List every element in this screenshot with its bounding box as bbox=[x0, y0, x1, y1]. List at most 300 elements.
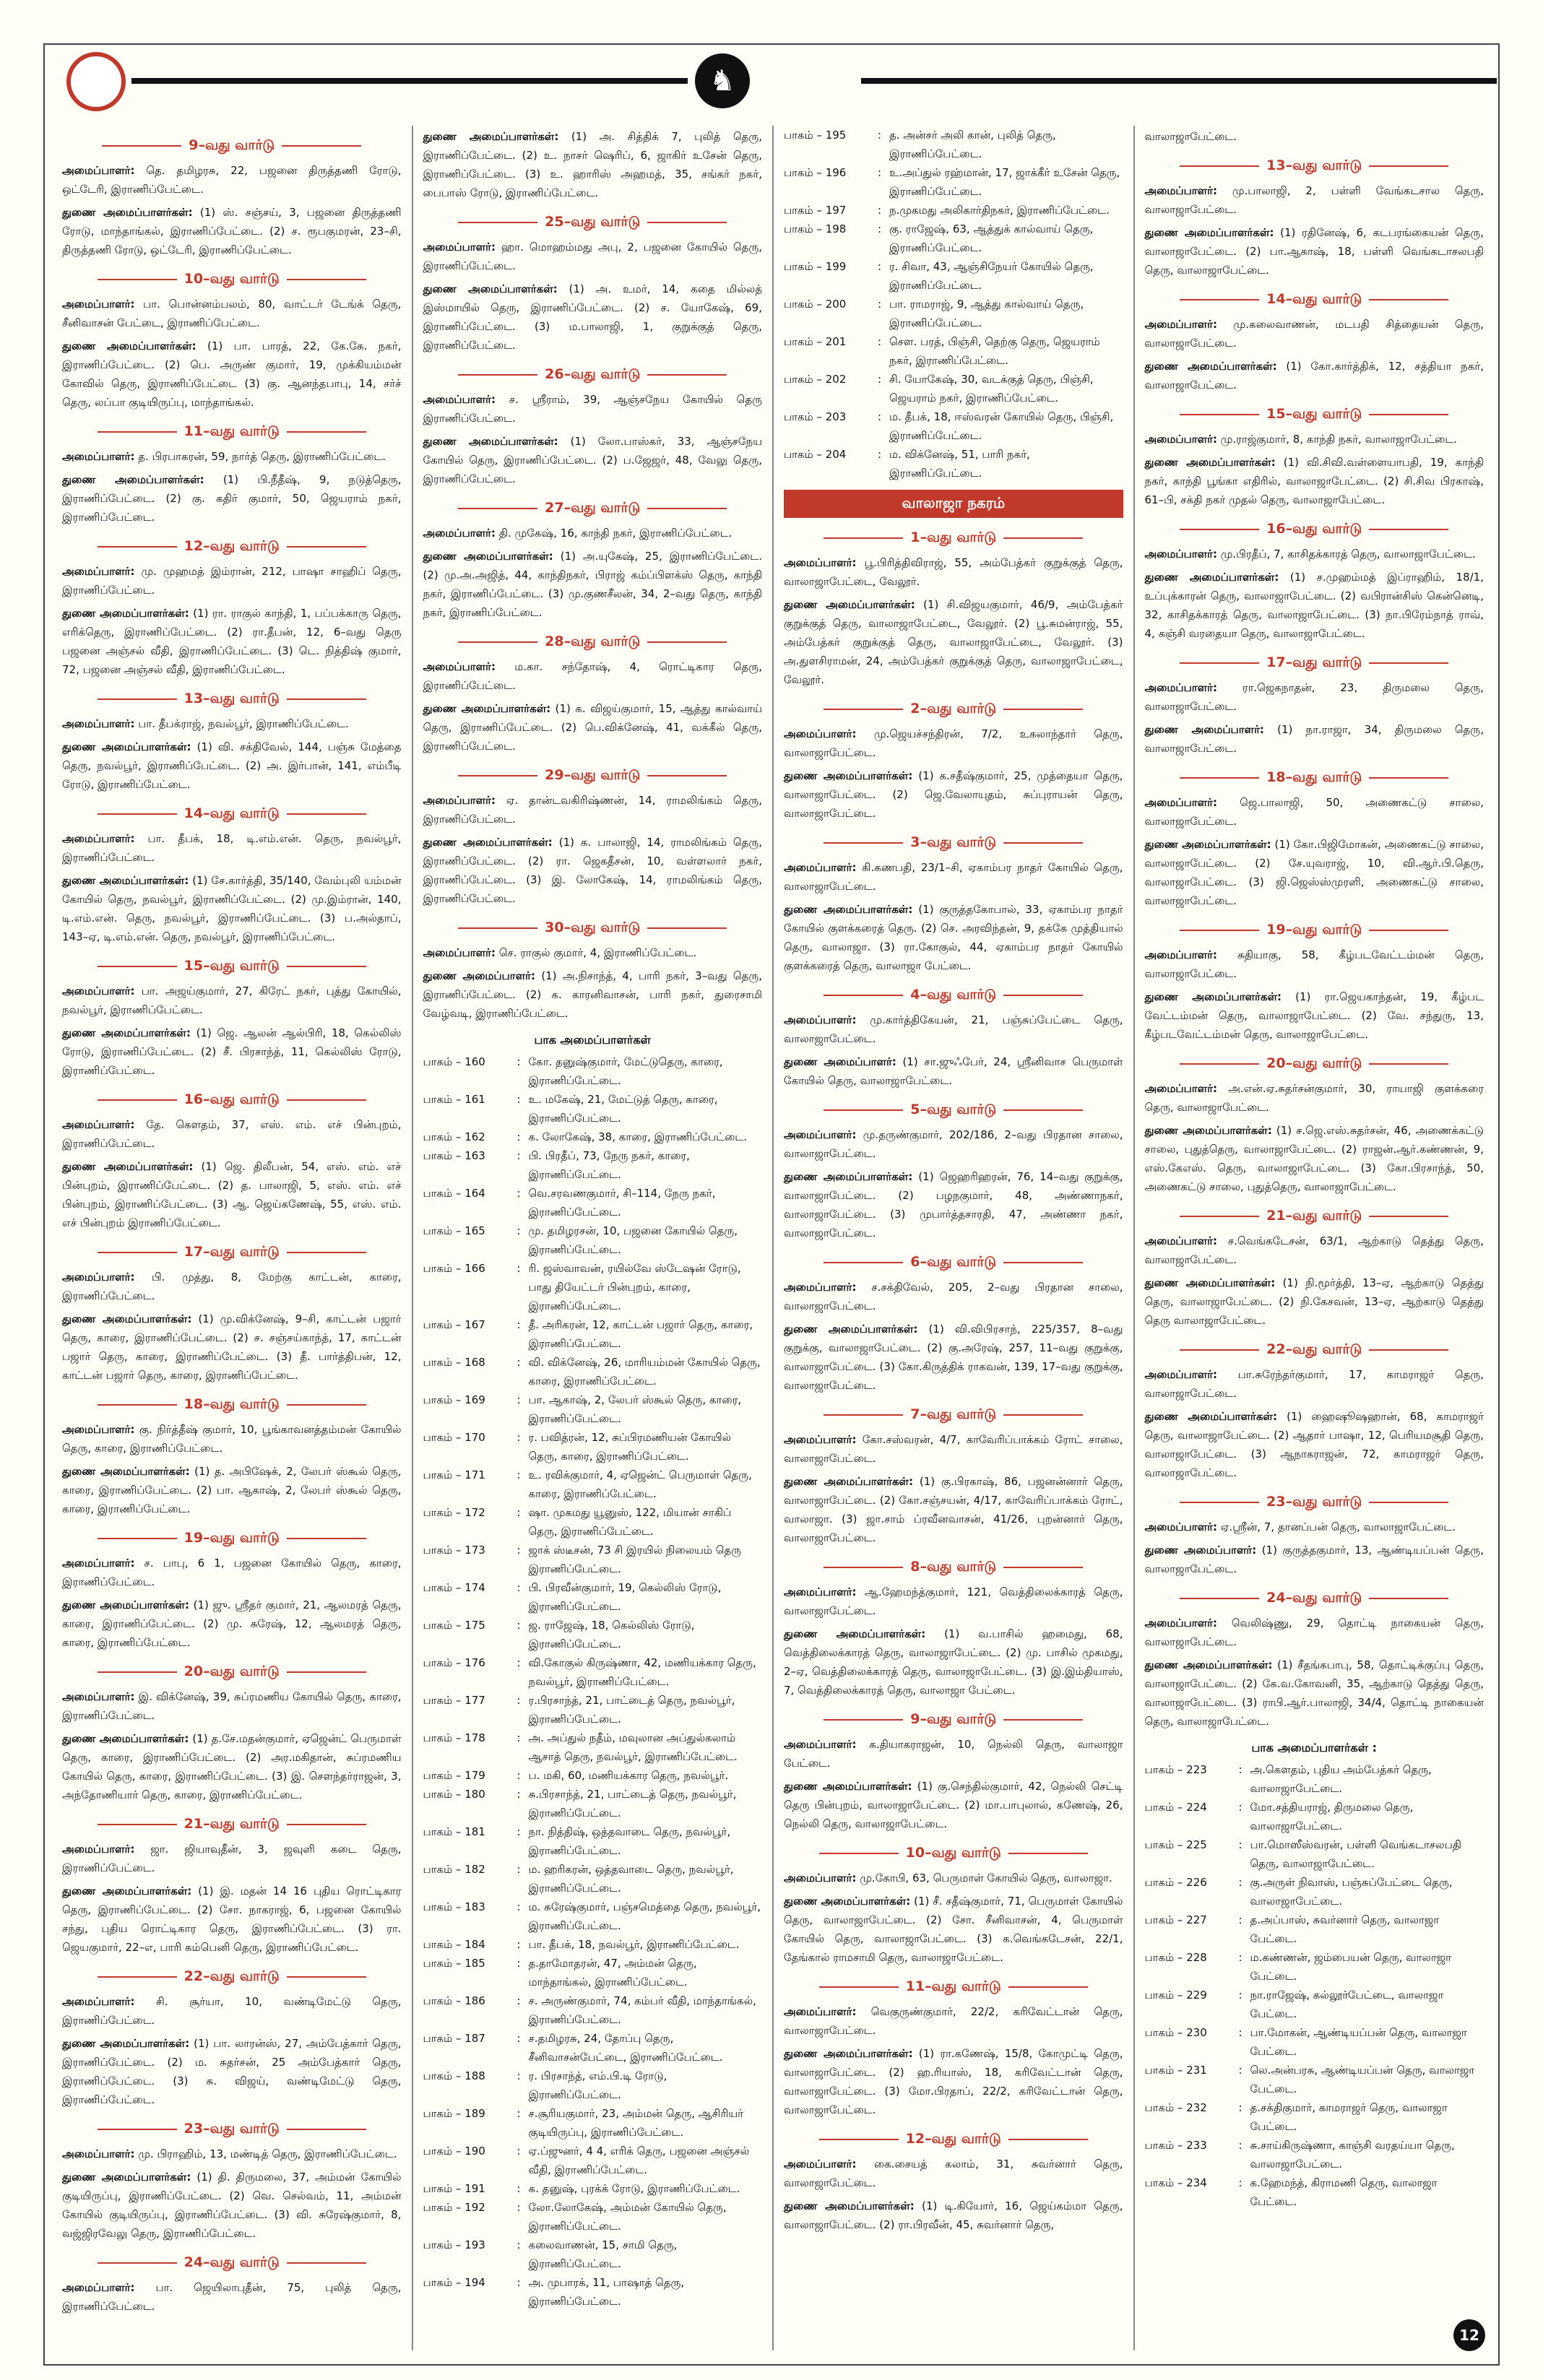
booth-number: பாகம் – 185 bbox=[423, 1957, 485, 1970]
role-label: அமைப்பாளர்: bbox=[784, 1433, 857, 1446]
role-label: அமைப்பாளர்: bbox=[1144, 1520, 1217, 1533]
booth-organiser: பி. பிரதீப், 73, நேரு நகர், காரை, இராணிப்பேட்டை. bbox=[528, 1149, 690, 1181]
booth-separator: : bbox=[517, 1863, 521, 1876]
booth-number: பாகம் – 180 bbox=[423, 1788, 485, 1801]
entry-text: (1) ஜெஹரிஹரன், 76, 14–வது குறுக்கு, வாலாஜாபேட்டை. (2) பழநகுமார், 48, அண்ணாநகர், வாலாஜாபேட்டை. (3) முபார்த்தசாரதி, 47, அண்ணா நகர், வாலாஜாபேட்டை. bbox=[784, 1170, 1123, 1239]
role-label: அமைப்பாளர்: bbox=[62, 164, 135, 177]
appointment-entry bbox=[62, 470, 402, 527]
column-2 bbox=[413, 126, 774, 2350]
booth-number: பாகம் – 202 bbox=[784, 373, 847, 386]
booth-row bbox=[1145, 2023, 1484, 2061]
role-label: அமைப்பாளர்: bbox=[784, 1738, 857, 1751]
booth-organiser: த. அன்சர் அலி கான், புலித் தெரு, இராணிப்பேட்டை. bbox=[889, 129, 1056, 160]
ward-heading: 17–வது வார்டு bbox=[62, 1244, 402, 1262]
role-label: அமைப்பாளர்: bbox=[784, 556, 857, 569]
booth-organiser: பா. ராமராஜ், 9, ஆத்து கால்வாய் தெரு, இராணிப்பேட்டை. bbox=[889, 298, 1084, 329]
role-label: துணை அமைப்பாளர்கள்: bbox=[62, 1312, 192, 1325]
entry-text: (1) ஹைஷூஷஹான், 68, காமராஜர் தெரு, வாலாஜாபேட்டை. (2) ஆதார் பாஷா, 12, பெரியமசூதி தெரு, வாலாஜாபேட்டை. (3) ஆநாகராஜன், 72, காமராஜர் தெரு, வாலாஜாபேட்டை. bbox=[1144, 1410, 1484, 1479]
booth-row bbox=[423, 1935, 763, 1954]
entry-text: (1) பா. லாரன்ஸ், 27, அம்பேத்கார் தெரு, இராணிப்பேட்டை. (2) ம. சுதர்சன், 25 அம்பேத்கார் தெரு, இராணிப்பேட்டை. (3) சு. விஜய், வண்டிமேட்டு தெரு, இராணிப்பேட்டை. bbox=[62, 2037, 402, 2106]
entry-text: செ. ராகுல் குமார், 4, இராணிப்பேட்டை. bbox=[498, 946, 697, 959]
booth-row bbox=[423, 1578, 763, 1616]
booth-organiser: ச. அருண்குமார், 74, கம்பர் வீதி, மாந்தாங்கல், இராணிப்பேட்டை. bbox=[528, 1994, 756, 2026]
booth-organiser: ப. மகி, 60, மணியக்கார தெரு, நவல்பூர். bbox=[528, 1769, 729, 1782]
appointment-entry bbox=[784, 2155, 1123, 2192]
booth-number: பாகம் – 199 bbox=[784, 260, 847, 273]
newspaper-page bbox=[43, 43, 1500, 2366]
booth-number: பாகம் – 177 bbox=[423, 1694, 485, 1707]
booth-organiser: பி. பிரவீன்குமார், 19, கெல்லிஸ் ரோடு, இராணிப்பேட்டை. bbox=[528, 1581, 722, 1613]
booth-separator: : bbox=[517, 1224, 521, 1237]
booth-separator: : bbox=[1238, 1763, 1242, 1776]
booth-organiser: ர. பவித்ரன், 12, சுப்பிரமணியன் கோயில் தெரு, காரை, இராணிப்பேட்டை. bbox=[528, 1431, 732, 1463]
booth-number: பாகம் – 184 bbox=[423, 1938, 485, 1951]
entry-text: ஜா. ஜியாவுதீன், 3, ஜவுளி கடை தெரு, இராணிப்பேட்டை. bbox=[62, 1843, 402, 1874]
booth-organiser: அ. முபாரக், 11, பாஷாத் தெரு, இராணிப்பேட்டை. bbox=[528, 2276, 685, 2308]
booth-number: பாகம் – 171 bbox=[423, 1468, 485, 1481]
booth-row bbox=[784, 257, 1123, 295]
entry-text: (1) வி.விபிரசாந், 225/357, 8–வது குறுக்கு, வாலாஜாபேட்டை. (2) கு.அரேஷ், 257, 11–வது குறுக்கு, வாலாஜாபேட்டை. (3) கோ.கிருத்திக் ராகவன், 139, 17–வது குறுக்கு, வாலாஜாபேட்டை. bbox=[784, 1323, 1123, 1392]
header-rule-right bbox=[861, 78, 1497, 84]
ward-heading: 22–வது வார்டு bbox=[1145, 1341, 1484, 1359]
role-label: அமைப்பாளர்: bbox=[423, 794, 496, 807]
masthead-logo bbox=[66, 52, 126, 111]
page-header bbox=[45, 45, 1498, 117]
appointment-entry bbox=[62, 203, 402, 259]
booth-organiser: பா. தீபக், 18, நவல்பூர், இராணிப்பேட்டை. bbox=[528, 1938, 740, 1951]
booth-number: பாகம் – 196 bbox=[784, 166, 847, 179]
ward-heading: 11–வது வார்டு bbox=[784, 1978, 1123, 1996]
ward-heading: 12–வது வார்டு bbox=[784, 2131, 1123, 2149]
entry-text: (1) பா. பாரத், 22, கே.கே. நகர், இராணிப்பேட்டை. (2) பெ. அருண் குமார், 19, முக்கியம்மன் கோவில் தெரு, இராணிப்பேட்டை (3) கு. ஆனந்தபாபு, 14, சர்ச் தெரு, லப்பா குடியிருப்பு, மாந்தாங்கல். bbox=[62, 339, 402, 409]
ward-heading: 30–வது வார்டு bbox=[423, 919, 763, 938]
booth-row bbox=[423, 2236, 763, 2273]
role-label: அமைப்பாளர்: bbox=[1144, 548, 1217, 561]
booth-row bbox=[423, 1991, 763, 2029]
booth-number: பாகம் – 186 bbox=[423, 1994, 485, 2007]
booth-number: பாகம் – 226 bbox=[1144, 1876, 1207, 1889]
booth-organiser: கு.அருள் நிவாஸ், பஞ்சுப்பேட்டை தெரு, வாலாஜாபேட்டை. bbox=[1250, 1876, 1453, 1908]
role-label: அமைப்பாளர்: bbox=[62, 1995, 135, 2008]
appointment-entry bbox=[1145, 835, 1484, 910]
booth-row bbox=[784, 201, 1123, 220]
horse-emblem-icon: ♞ bbox=[695, 53, 750, 108]
entry-text: மு.கோபி, 63, பெருமாள் கோயில் தெரு, வாலாஜா. bbox=[860, 1871, 1112, 1884]
appointment-entry bbox=[784, 900, 1123, 975]
entry-text: (1) சி.விஜயகுமார், 46/9, அம்பேத்கர் குறுக்குத் தெரு, வாலாஜாபேட்டை, வேலூர். (2) பூ.சுமன்ராஜ், 55, அம்பேத்கர் குறுக்குத் தெரு, வாலாஜாபேட்டை, வேலூர். (3) அ.துளசிராமன், 24, அம்பேத்கர் குறுக்குத் தெரு, வாலாஜாபேட்டை, வேலூர். bbox=[784, 598, 1123, 686]
ward-heading: 4–வது வார்டு bbox=[784, 987, 1123, 1005]
role-label: அமைப்பாளர்: bbox=[423, 527, 496, 540]
page-number-badge: 12 bbox=[1453, 2319, 1485, 2351]
booth-number: பாகம் – 176 bbox=[423, 1656, 485, 1669]
booth-number: பாகம் – 175 bbox=[423, 1619, 485, 1632]
entry-text: (1) தி. திருமலை, 37, அம்மன் கோயில் குடியிருப்பு, இராணிப்பேட்டை. (2) வெ. செல்வம், 11, அம்மன் கோயில் குடியிருப்பு, இராணிப்பேட்டை. (3) வி. சுரேஷ்குமார், 8, வஜ்ஜிரவேலு தெரு, இராணிப்பேட்டை. bbox=[62, 2171, 402, 2240]
role-label: அமைப்பாளர்: bbox=[784, 2158, 857, 2171]
role-label: அமைப்பாளர்: bbox=[784, 1871, 857, 1884]
booth-organiser: ர. சிவா, 43, ஆஞ்சிநேயர் கோயில் தெரு, இராணிப்பேட்டை. bbox=[889, 260, 1094, 292]
booth-organiser: ம. ஹரிகரன், ஒத்தவாடை தெரு, நவல்பூர், இராணிப்பேட்டை. bbox=[528, 1863, 734, 1895]
booth-number: பாகம் – 161 bbox=[423, 1093, 485, 1106]
ward-heading: 17–வது வார்டு bbox=[1145, 654, 1484, 672]
appointment-entry bbox=[784, 1892, 1123, 1967]
role-label: அமைப்பாளர்: bbox=[1144, 184, 1217, 197]
ward-heading: 19–வது வார்டு bbox=[1145, 922, 1484, 940]
booth-organiser: ஷா. முகமது யூனுஸ், 122, மியான் சாகிப் தெரு, இராணிப்பேட்டை. bbox=[528, 1506, 732, 1538]
entry-text: (1) ஸ். சஞ்சய், 3, பஜனை திருத்தணி ரோடு, மாந்தாங்கல், இராணிப்பேட்டை. (2) ச. ரூபகுமரன், 23–சி, திருத்தணி ரோடு, ஒட்டேரி, இராணிப்பேட்டை. bbox=[62, 206, 402, 256]
booth-separator: : bbox=[1238, 2064, 1242, 2077]
entry-text: (1) சீ. சதீஷ்குமார், 71, பெருமாள் கோயில் தெரு, வாலாஜாபேட்டை. (2) சோ. சீனிவாசன், 4, பெருமாள் கோயில் தெரு, வாலாஜாபேட்டை. (3) க.வெங்கடேசன், 22/1, தேங்கால் ராமசாமி தெரு, வாலாஜாபேட்டை. bbox=[784, 1895, 1123, 1964]
role-label: துணை அமைப்பாளர்: bbox=[1144, 1544, 1257, 1557]
appointment-entry bbox=[62, 2168, 402, 2243]
booth-organiser: ச.தமிழரசு, 24, தோப்பு தெரு, சீனிவாசன்பேட்டை, இராணிப்பேட்டை. bbox=[528, 2032, 723, 2064]
booth-row bbox=[1145, 1873, 1484, 1911]
ward-heading: 24–வது வார்டு bbox=[62, 2254, 402, 2272]
appointment-entry bbox=[1145, 453, 1484, 509]
appointment-entry bbox=[62, 1687, 402, 1725]
booth-row bbox=[1145, 1760, 1484, 1798]
booth-separator: : bbox=[878, 373, 882, 386]
ward-heading: 13–வது வார்டு bbox=[1145, 157, 1484, 176]
ward-heading: 13–வது வார்டு bbox=[62, 691, 402, 709]
booth-separator: : bbox=[1238, 1801, 1242, 1814]
appointment-entry bbox=[784, 1869, 1123, 1887]
booth-number: பாகம் – 230 bbox=[1144, 2026, 1207, 2039]
entry-text: பா. அஜய்குமார், 27, கிரேட் நகர், புத்து கோயில், நவல்பூர், இராணிப்பேட்டை. bbox=[62, 985, 402, 1016]
booth-organiser: பா. ஆகாஷ், 2, லேபர் ஸ்கூல் தெரு, காரை, இராணிப்பேட்டை. bbox=[528, 1393, 742, 1425]
booth-number: பாகம் – 194 bbox=[423, 2276, 485, 2289]
booth-organiser: ஜாக் ஸ்டீசன், 73 சி இரயில் நிலையம் தெரு இராணிப்பேட்டை. bbox=[528, 1544, 742, 1575]
entry-text: தெ. தமிழரசு, 22, பஜனை திருத்தணி ரோடு, ஒட்டேரி, இராணிப்பேட்டை. bbox=[62, 164, 402, 196]
role-label: அமைப்பாளர்: bbox=[784, 2005, 857, 2018]
entry-text: (1) ரா.கணேஷ், 15/8, கோமுட்டி தெரு, வாலாஜாபேட்டை. (2) ஹ.ரியாஸ், 18, கரிவேட்டான் தெரு, வாலாஜாபேட்டை. (3) மோ.பிரதாப், 22/2, கரிவேட்டான் தெரு, வாலாஜாபேட்டை. bbox=[784, 2047, 1123, 2116]
booth-organiser: லெ.அன்பரசு, ஆண்டியப்பன் தெரு, வாலாஜா பேட்டை. bbox=[1250, 2064, 1475, 2095]
appointment-entry bbox=[62, 1115, 402, 1153]
entry-text: மு.தருண்குமார், 202/186, 2–வது பிரதான சாலை, வாலாஜாபேட்டை. bbox=[784, 1128, 1123, 1160]
header-rule-left bbox=[131, 78, 688, 84]
appointment-entry bbox=[423, 547, 763, 622]
booth-row bbox=[1145, 1911, 1484, 1948]
booth-separator: : bbox=[517, 2276, 521, 2289]
appointment-entry bbox=[1145, 568, 1484, 643]
booth-organiser: ம. விக்னேஷ், 51, பாரி நகர், இராணிப்பேட்டை. bbox=[889, 448, 1030, 480]
booth-separator: : bbox=[878, 204, 882, 217]
appointment-entry bbox=[1145, 1656, 1484, 1731]
entry-text: ஏ. தான்டவகிரிஷ்ணன், 14, ராமலிங்கம் தெரு, இராணிப்பேட்டை. bbox=[423, 794, 762, 826]
booth-number: பாகம் – 203 bbox=[784, 410, 847, 423]
booth-separator: : bbox=[878, 222, 882, 235]
entry-text: பா.சுரேந்தர்குமார், 17, காமராஜர் தெரு, வாலாஜாபேட்டை. bbox=[1144, 1368, 1484, 1400]
booth-organiser: வி. விக்னேஷ், 26, மாரியம்மன் கோயில் தெரு, காரை, இராணிப்பேட்டை. bbox=[528, 1356, 761, 1388]
appointment-entry bbox=[784, 1052, 1123, 1090]
booth-row bbox=[1145, 2061, 1484, 2098]
booth-organiser: கு. ராஜேஷ், 63, ஆத்துக் கால்வாய் தெரு, இராணிப்பேட்டை. bbox=[889, 222, 1094, 254]
booth-number: பாகம் – 224 bbox=[1144, 1801, 1207, 1814]
role-label: துணை அமைப்பாளர்கள்: bbox=[1144, 1276, 1276, 1289]
role-label: துணை அமைப்பாளர்: bbox=[1144, 723, 1264, 736]
role-label: அமைப்பாளர்: bbox=[62, 298, 135, 311]
booth-separator: : bbox=[517, 1900, 521, 1913]
entry-text: (1) ஜெ. ஆலன் ஆல்பிரி, 18, கெல்லிஸ் ரோடு, இராணிப்பேட்டை. (2) சீ. பிரசாந்த், 11, கெல்லிஸ் ரோடு, இராணிப்பேட்டை. bbox=[62, 1026, 402, 1077]
appointment-entry bbox=[62, 1268, 402, 1305]
entry-text: (1) வி. சக்திவேல், 144, பஞ்சு மேத்தை தெரு, நவல்பூர், இராணிப்பேட்டை. (2) அ. இர்பான், 141, எம்பீடி ரோடு, இராணிப்பேட்டை. bbox=[62, 740, 402, 791]
booth-row bbox=[423, 2104, 763, 2142]
entry-text: மு.கார்த்திகேயன், 21, பஞ்சுப்பேட்டை தெரு, வாலாஜாபேட்டை. bbox=[784, 1013, 1123, 1045]
booth-row bbox=[423, 1503, 763, 1541]
appointment-entry bbox=[784, 766, 1123, 823]
entry-text: பூ.பிரித்திவிராஜ், 55, அம்பேத்கர் குறுக்குத் தெரு, வாலாஜாபேட்டை, வேலூர். bbox=[784, 556, 1123, 588]
booth-separator: : bbox=[878, 166, 882, 179]
booth-separator: : bbox=[517, 1731, 521, 1744]
entry-text: (1) கோ.கார்த்திக், 12, சத்தியா நகர், வாலாஜாபேட்டை. bbox=[1144, 360, 1484, 391]
booth-row bbox=[1145, 2098, 1484, 2136]
booth-organiser: லோ.லோகேஷ், அம்மன் கோயில் தெரு, இராணிப்பேட்டை. bbox=[528, 2201, 727, 2233]
booth-row bbox=[423, 1315, 763, 1353]
ward-heading: 6–வது வார்டு bbox=[784, 1254, 1123, 1272]
booth-separator: : bbox=[517, 1769, 521, 1782]
booth-separator: : bbox=[517, 1581, 521, 1594]
booth-number: பாகம் – 231 bbox=[1144, 2064, 1207, 2077]
ward-heading: 18–வது வார்டு bbox=[62, 1396, 402, 1414]
role-label: அமைப்பாளர்: bbox=[784, 861, 857, 874]
booth-row bbox=[423, 2198, 763, 2236]
ward-heading: 23–வது வார்டு bbox=[62, 2121, 402, 2139]
booth-number: பாகம் – 204 bbox=[784, 448, 847, 461]
entry-text: (1) அ.நிசாந்த், 4, பாரி நகர், 3–வது தெரு, இராணிப்பேட்டை. (2) க. காரனிவாசன், பாரி நகர், துரைசாமி வேழ்வடி, இராணிப்பேட்டை. bbox=[423, 969, 762, 1020]
role-label: துணை அமைப்பாளர்கள்: bbox=[1144, 1410, 1277, 1423]
appointment-entry bbox=[1145, 1365, 1484, 1403]
booth-organiser: ர.பிரசாந்த், 21, பாட்டைத் தெரு, நவல்பூர், இராணிப்பேட்டை. bbox=[528, 1694, 735, 1726]
entry-text: (1) ஜு. ஸ்ரீதர் குமார், 21, ஆலமரத் தெரு, காரை, இராணிப்பேட்டை. (2) மு. சுரேஷ், 12, ஆலமரத் தெரு, காரை, இராணிப்பேட்டை. bbox=[62, 1598, 402, 1649]
appointment-entry bbox=[1145, 1232, 1484, 1269]
role-label: துணை அமைப்பாளர்கள்: bbox=[423, 702, 551, 715]
appointment-entry bbox=[1145, 181, 1484, 219]
ward-heading: 18–வது வார்டு bbox=[1145, 769, 1484, 787]
entry-text: (1) சீதங்கபாபு, 58, தொட்டிக்குப்பு தெரு, வாலாஜாபேட்டை. (2) கே.வ.கோவனி, 35, ஆற்காடு தெத்து தெரு, வாலாஜாபேட்டை. (3) ராபி.ஆர்.பாலாஜி, 34/4, தொட்டி நாகையன் தெரு, வாலாஜாபேட்டை. bbox=[1144, 1658, 1484, 1728]
booth-row bbox=[423, 1822, 763, 1860]
booth-organiser: ம. சுரேஷ்குமார், பஞ்சமெத்தை தெரு, நவல்பூர், இராணிப்பேட்டை. bbox=[528, 1900, 761, 1932]
booth-organiser: ஜ. ராஜேஷ், 18, கெல்லிஸ் ரோடு, இராணிப்பேட்டை. bbox=[528, 1619, 695, 1650]
role-label: அமைப்பாளர்: bbox=[1144, 796, 1217, 809]
booth-number: பாகம் – 179 bbox=[423, 1769, 485, 1782]
booth-number: பாகம் – 190 bbox=[423, 2145, 485, 2158]
entry-text: (1) ஜெ. திலீபன், 54, எஸ். எம். எச் பின்புறம், இராணிப்பேட்டை. (2) த. பாலாஜி, 5, எஸ். எம். எச் பின்புறம், இராணிப்பேட்டை. (3) ஆ. ஜெய்கணேஷ், 55, எஸ். எம். எச் பின்புறம் இராணிப்பேட்டை. bbox=[62, 1160, 402, 1229]
appointment-entry bbox=[1145, 430, 1484, 449]
booth-row bbox=[423, 2142, 763, 2179]
booth-organiser: மு. தமிழரசன், 10, பஜனை கோயில் தெரு, இராணிப்பேட்டை. bbox=[528, 1224, 738, 1256]
booth-row bbox=[1145, 2173, 1484, 2211]
booth-organiser: உ. ரவிக்குமார், 4, ஏஜென்ட் பெருமாள் தெரு, காரை, இராணிப்பேட்டை. bbox=[528, 1468, 752, 1500]
entry-text: (1) கோ.பிஜிமோகன், அணைகட்டு சாலை, வாலாஜாபேட்டை. (2) சே.யுவராஜ், 10, வி.ஆர்.பி.தெரு, வாலாஜாபேட்டை. (3) ஜி.ஜெஸ்ஸ்முரளி, அணைகட்டு சாலை, வாலாஜாபேட்டை. bbox=[1144, 838, 1484, 907]
role-label: துணை அமைப்பாளர்கள்: bbox=[784, 1895, 911, 1908]
appointment-entry bbox=[62, 1157, 402, 1232]
entry-text: கு. நிர்த்தீஷ் குமார், 10, பூங்காவனத்தம்மன் கோயில் தெரு, காரை, இராணிப்பேட்டை. bbox=[62, 1423, 402, 1455]
booth-row bbox=[423, 1785, 763, 1822]
booth-separator: : bbox=[517, 1544, 521, 1557]
role-label: அமைப்பாளர்: bbox=[62, 1843, 135, 1856]
role-label: அமைப்பாளர்: bbox=[784, 1013, 857, 1026]
ward-heading: 8–வது வார்டு bbox=[784, 1559, 1123, 1577]
booth-row bbox=[784, 445, 1123, 483]
booth-number: பாகம் – 200 bbox=[784, 298, 847, 311]
entry-text: (1) நா.ராஜா, 34, திருமலை தெரு, வாலாஜாபேட்டை. bbox=[1144, 723, 1484, 755]
entry-text: சுதியாகு, 58, கீழ்படவேட்டம்மன் தெரு, வாலாஜாபேட்டை. bbox=[1144, 948, 1484, 980]
role-label: துணை அமைப்பாளர்கள்: bbox=[423, 435, 558, 448]
appointment-entry bbox=[784, 1430, 1123, 1468]
booth-separator: : bbox=[1238, 1989, 1242, 2002]
entry-text: பா. பொன்னம்பலம், 80, வாட்டர் டேங்க் தெரு, சீனிவாசன் பேட்டை, இராணிப்பேட்டை. bbox=[62, 298, 402, 329]
booth-organiser: க.ஹேமந்த், கிராமணி தெரு, வாலாஜா பேட்டை. bbox=[1250, 2176, 1438, 2208]
booth-separator: : bbox=[1238, 1876, 1242, 1889]
booth-separator: : bbox=[517, 1356, 521, 1369]
booth-number: பாகம் – 229 bbox=[1144, 1989, 1207, 2002]
role-label: துணை அமைப்பாளர்கள்: bbox=[62, 339, 196, 352]
role-label: அமைப்பாளர்: bbox=[1144, 1617, 1217, 1630]
booth-organiser: கோ. தனுஷ்குமார், மேட்டுதெரு, காரை, இராணிப்பேட்டை. bbox=[528, 1055, 723, 1087]
appointment-entry bbox=[784, 595, 1123, 689]
entry-text: பா. தீபக்ராஜ், நவல்பூர், இராணிப்பேட்டை. bbox=[138, 717, 349, 730]
ward-heading: 19–வது வார்டு bbox=[62, 1530, 402, 1548]
entry-text: பா. தீபக், 18, டி.எம்.என். தெரு, நவல்பூர், இராணிப்பேட்டை. bbox=[62, 832, 402, 864]
column-1 bbox=[52, 126, 413, 2350]
ward-heading: 27–வது வார்டு bbox=[423, 500, 763, 518]
entry-text: அ.என்.ஏ.சுதர்சன்குமார், 30, ராயாஜி குளக்கரை தெரு, வாலாஜாபேட்டை. bbox=[1144, 1082, 1484, 1114]
entry-text: (1) சே.கார்த்தி, 35/140, வேம்புலி யம்மன் கோயில் தெரு, நவல்பூர், இராணிப்பேட்டை. (2) மு.இம்ரான், 140, டி.எம்.என். தெரு, நவல்பூர், இராணிப்பேட்டை. (3) ப.அல்தாப், 143–ஏ, டி.எம்.என். தெரு, நவல்பூர், இராணிப்பேட்டை. bbox=[62, 874, 402, 943]
role-label: அமைப்பாளர்: bbox=[62, 1557, 135, 1570]
ward-heading: 3–வது வார்டு bbox=[784, 834, 1123, 852]
booth-organiser: ம. தீபக், 18, ஈஸ்வரன் கோயில் தெரு, பிஞ்சி, இராணிப்பேட்டை. bbox=[889, 410, 1114, 442]
booth-row bbox=[784, 295, 1123, 332]
booth-number: பாகம் – 169 bbox=[423, 1393, 485, 1406]
entry-text: தி. முகேஷ், 16, காந்தி நகர், இராணிப்பேட்டை. bbox=[498, 527, 732, 540]
booth-separator: : bbox=[517, 2032, 521, 2045]
booth-separator: : bbox=[517, 1262, 521, 1275]
booth-separator: : bbox=[878, 129, 882, 142]
appointment-entry bbox=[62, 1310, 402, 1385]
booth-row bbox=[423, 1860, 763, 1897]
booth-number: பாகம் – 197 bbox=[784, 204, 847, 217]
role-label: அமைப்பாளர்: bbox=[62, 2147, 135, 2160]
role-label: துணை அமைப்பாளர்கள்: bbox=[423, 550, 553, 563]
appointment-entry bbox=[423, 280, 763, 355]
entry-text: (1) நி.மூர்த்தி, 13–ஏ, ஆற்காடு தெத்து தெரு, வாலாஜாபேட்டை. (2) நி.கேசவன், 13–ஏ, ஆற்காடு தெத்து தெரு வாலாஜாபேட்டை. bbox=[1144, 1276, 1484, 1327]
role-label: அமைப்பாளர்: bbox=[62, 1690, 135, 1703]
appointment-entry bbox=[1145, 1614, 1484, 1651]
ward-heading: 16–வது வார்டு bbox=[62, 1091, 402, 1109]
booth-row bbox=[423, 1390, 763, 1428]
booth-row bbox=[1145, 1948, 1484, 1986]
booth-organiser: சௌ. பரத், பிஞ்சி, தெற்கு தெரு, ஜெயராம் நகர், இராணிப்பேட்டை. bbox=[889, 335, 1100, 367]
booth-row bbox=[1145, 1798, 1484, 1835]
appointment-entry bbox=[62, 1596, 402, 1652]
booth-row bbox=[1145, 1986, 1484, 2023]
booth-number: பாகம் – 165 bbox=[423, 1224, 485, 1237]
role-label: அமைப்பாளர்: bbox=[784, 1585, 857, 1598]
role-label: துணை அமைப்பாளர்: bbox=[423, 969, 536, 982]
appointment-entry bbox=[62, 829, 402, 867]
entry-text: வெலிஷ்ணு, 29, தொட்டி நாகையன் தெரு, வாலாஜாபேட்டை. bbox=[1144, 1617, 1484, 1648]
appointment-entry bbox=[62, 982, 402, 1019]
booth-organiser: அ. அப்துல் நதீம், மவுலான அப்துல்கலாம் ஆசாத் தெரு, நவல்பூர், இராணிப்பேட்டை. bbox=[528, 1731, 738, 1763]
appointment-entry bbox=[1145, 1121, 1484, 1196]
ward-heading: 21–வது வார்டு bbox=[62, 1816, 402, 1834]
role-label: துணை அமைப்பாளர்கள்: bbox=[62, 2171, 191, 2184]
appointment-entry bbox=[62, 714, 402, 733]
appointment-entry bbox=[62, 737, 402, 794]
ward-heading: 29–வது வார்டு bbox=[423, 767, 763, 785]
appointment-entry bbox=[62, 1462, 402, 1518]
ward-heading: 2–வது வார்டு bbox=[784, 701, 1123, 719]
booth-row bbox=[1145, 1835, 1484, 1873]
booth-number: பாகம் – 195 bbox=[784, 129, 847, 142]
role-label: அமைப்பாளர்: bbox=[62, 717, 135, 730]
appointment-entry bbox=[1145, 223, 1484, 280]
booth-separator: : bbox=[517, 1431, 521, 1444]
appointment-entry bbox=[784, 1167, 1123, 1242]
booth-row bbox=[423, 1090, 763, 1128]
appointment-entry bbox=[423, 127, 763, 202]
role-label: துணை அமைப்பாளர்கள்: bbox=[62, 1465, 190, 1478]
section-heading: பாக அமைப்பாளர்கள் bbox=[534, 1033, 651, 1047]
booth-row bbox=[423, 2029, 763, 2067]
role-label: துணை அமைப்பாளர்கள்: bbox=[62, 1160, 194, 1173]
role-label: துணை அமைப்பாளர்கள்: bbox=[62, 1598, 189, 1611]
entry-text: (1) அ. உமர், 14, கதை மில்லத் இஸ்மாயில் தெரு, இராணிப்பேட்டை. (2) ச. யோகேஷ், 69, இராணிப்பேட்டை. (3) ம.பாலாஜி, 1, குறுக்குத் தெரு, இராணிப்பேட்டை. bbox=[423, 282, 762, 352]
entry-text: (1) மு.விக்னேஷ், 9–சி, காட்டன் பஜார் தெரு, காரை, இராணிப்பேட்டை. (2) ச. சஞ்சய்காந்த், 17, காட்டன் பஜார் தெரு, காரை, இராணிப்பேட்டை. (3) தீ. பார்த்திபன், 12, காட்டன் பஜார் தெரு, காரை, இராணிப்பேட்டை. bbox=[62, 1312, 402, 1382]
role-label: அமைப்பாளர்: bbox=[1144, 681, 1217, 694]
entry-text: கி.கணபதி, 23/1–சி, ஏகாம்பர நாதர் கோயில் தெரு, வாலாஜாபேட்டை. bbox=[784, 861, 1123, 893]
booth-number: பாகம் – 191 bbox=[423, 2182, 485, 2195]
booth-row bbox=[784, 163, 1123, 201]
booth-row bbox=[423, 1353, 763, 1390]
entry-text: ஏ.ஸ்ரீன், 7, தானப்பன் தெரு, வாலாஜாபேட்டை. bbox=[1220, 1520, 1456, 1533]
ward-heading: 14–வது வார்டு bbox=[62, 805, 402, 823]
booth-organiser: ரி. ஜஸ்வாவன், ரயில்வே ஸ்டேஷன் ரோடு, பாது தியேட்டர் பின்புறம், காரை, இராணிப்பேட்டை. bbox=[528, 1262, 741, 1312]
entry-text: (1) அ. சித்திக் 7, புலித் தெரு, இராணிப்பேட்டை. (2) உ. நாசர் ஷெரிப், 6, ஜாகிர் உசேன் தெரு, இராணிப்பேட்டை. (3) உ. ஹாரிஸ் அஹமத், 35, சங்கர் நகர், பைபாஸ் ரோடு, இராணிப்பேட்டை. bbox=[423, 130, 762, 199]
role-label: துணை அமைப்பாளர்கள்: bbox=[62, 1026, 191, 1039]
appointment-entry bbox=[1145, 315, 1484, 352]
appointment-entry bbox=[1145, 720, 1484, 758]
role-label: அமைப்பாளர்: bbox=[62, 2281, 135, 2294]
role-label: துணை அமைப்பாளர்கள்: bbox=[62, 1732, 189, 1745]
booth-separator: : bbox=[878, 448, 882, 461]
role-label: துணை அமைப்பாளர்கள்: bbox=[784, 903, 913, 916]
role-label: துணை அமைப்பாளர்கள்: bbox=[784, 769, 913, 782]
booth-number: பாகம் – 172 bbox=[423, 1506, 485, 1519]
booth-row bbox=[784, 370, 1123, 407]
appointment-entry bbox=[62, 337, 402, 412]
booth-organiser: நா.ராஜேஷ், கல்லூர்பேட்டை, வாலாஜா பேட்டை. bbox=[1250, 1989, 1444, 2020]
booth-number: பாகம் – 174 bbox=[423, 1581, 485, 1594]
appointment-entry bbox=[1145, 678, 1484, 716]
booth-number: பாகம் – 187 bbox=[423, 2032, 485, 2045]
ward-heading: 12–வது வார்டு bbox=[62, 538, 402, 556]
role-label: அமைப்பாளர்: bbox=[1144, 1368, 1217, 1381]
appointment-entry bbox=[423, 432, 763, 488]
role-label: துணை அமைப்பாளர்கள்: bbox=[784, 1323, 918, 1336]
booth-row bbox=[423, 1184, 763, 1221]
appointment-entry bbox=[1145, 1541, 1484, 1578]
entry-text: பி. முத்து, 8, மேற்கு காட்டன், காரை, இராணிப்பேட்டை. bbox=[62, 1271, 402, 1302]
entry-text: (1) லோ.பாஸ்கர், 33, ஆஞ்சநேய கோயில் தெரு, இராணிப்பேட்டை. (2) ப.ஜேஜர், 48, வேலு தெரு, இராணிப்பேட்டை. bbox=[423, 435, 762, 485]
entry-text: மு.ராஜ்குமார், 8, காந்தி நகர், வாலாஜாபேட்டை. bbox=[1220, 433, 1458, 446]
booth-number: பாகம் – 181 bbox=[423, 1825, 485, 1838]
appointment-entry bbox=[423, 238, 763, 275]
appointment-entry bbox=[62, 2145, 402, 2163]
booth-separator: : bbox=[517, 1468, 521, 1481]
entry-text: மு.ஜெயச்சந்திரன், 7/2, உகலாந்தார் தெரு, வாலாஜாபேட்டை. bbox=[784, 727, 1123, 759]
role-label: துணை அமைப்பாளர்கள்: bbox=[784, 598, 915, 611]
appointment-entry bbox=[1145, 1273, 1484, 1330]
